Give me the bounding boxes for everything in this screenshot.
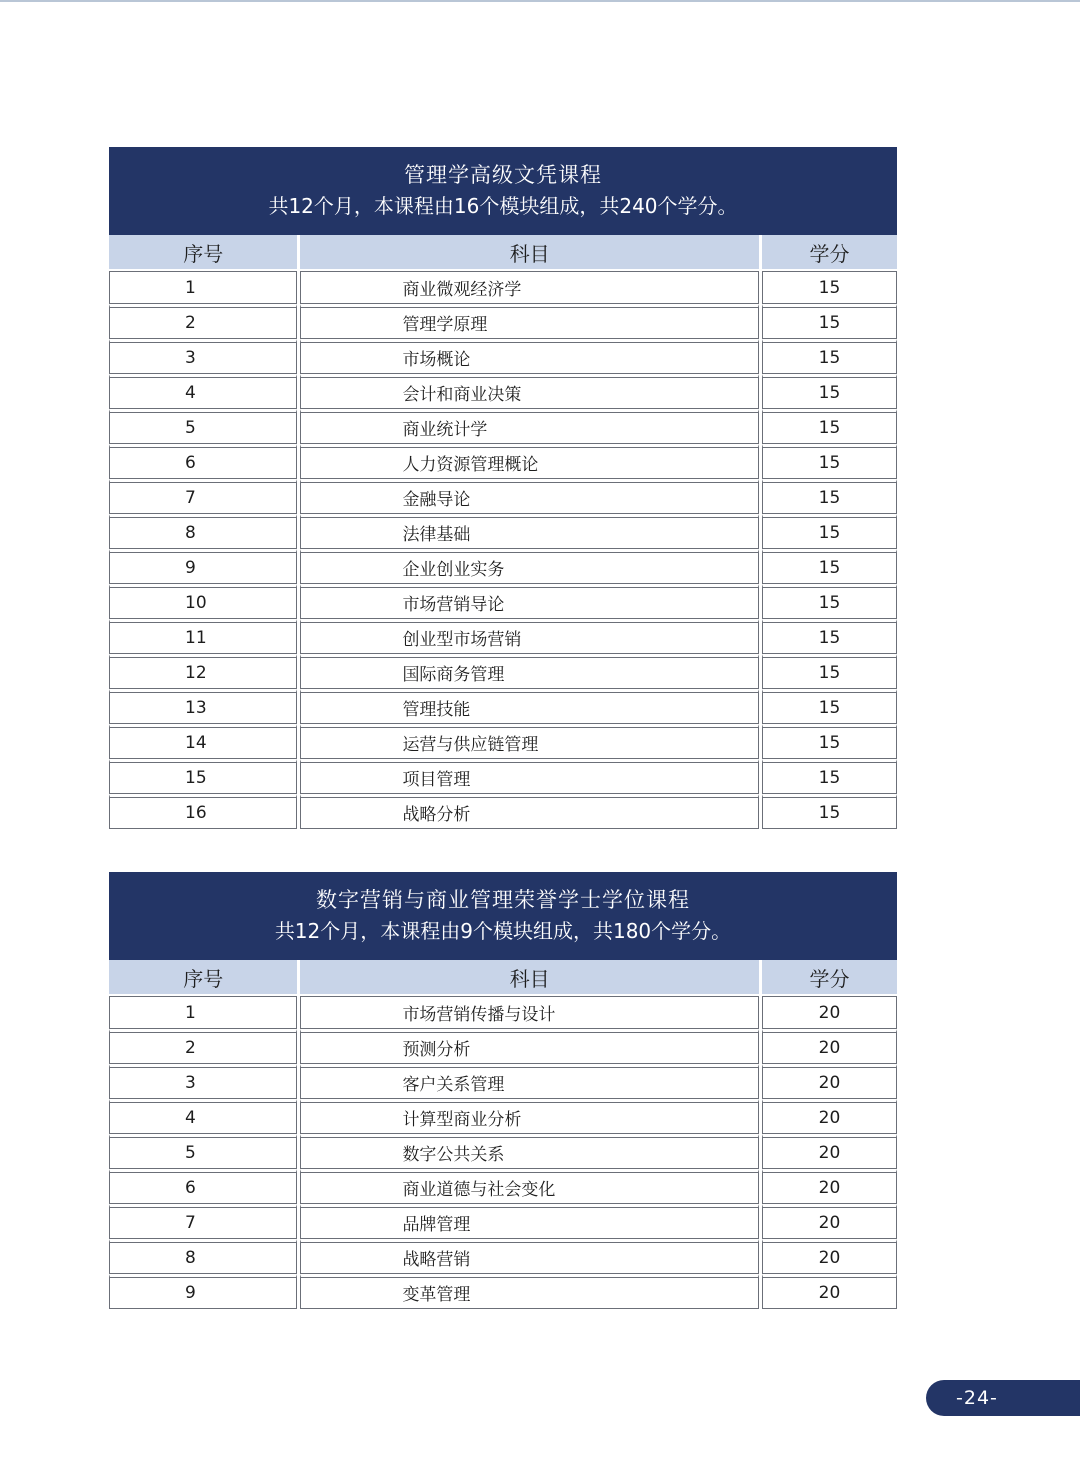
- row-number: 6: [109, 1169, 297, 1204]
- row-credit: 15: [762, 689, 897, 724]
- row-subject: 品牌管理: [300, 1204, 759, 1239]
- row-subject: 项目管理: [300, 759, 759, 794]
- row-subject: 数字公共关系: [300, 1134, 759, 1169]
- table-row: [109, 1064, 897, 1099]
- table-row: [109, 549, 897, 584]
- row-credit: 15: [762, 339, 897, 374]
- row-credit: 15: [762, 444, 897, 479]
- row-subject: 市场营销导论: [300, 584, 759, 619]
- row-subject: 客户关系管理: [300, 1064, 759, 1099]
- top-rule: [0, 0, 1080, 2]
- row-subject: 法律基础: [300, 514, 759, 549]
- course-title: 管理学高级文凭课程: [404, 163, 602, 187]
- row-credit: 15: [762, 409, 897, 444]
- row-subject: 预测分析: [300, 1029, 759, 1064]
- row-credit: 20: [762, 1169, 897, 1204]
- table-row: [109, 444, 897, 479]
- row-credit: 20: [762, 1064, 897, 1099]
- table-row: [109, 584, 897, 619]
- table-row: [109, 374, 897, 409]
- row-number: 7: [109, 1204, 297, 1239]
- column-header-no: 序号: [109, 960, 297, 996]
- row-number: 1: [109, 996, 297, 1029]
- table-header-row: [109, 960, 897, 996]
- column-header-no: 序号: [109, 235, 297, 271]
- row-subject: 金融导论: [300, 479, 759, 514]
- row-number: 11: [109, 619, 297, 654]
- table-row: [109, 409, 897, 444]
- row-subject: 会计和商业决策: [300, 374, 759, 409]
- row-credit: 20: [762, 1029, 897, 1064]
- row-number: 2: [109, 1029, 297, 1064]
- course-section-diploma: [109, 147, 897, 829]
- row-credit: 15: [762, 584, 897, 619]
- row-number: 3: [109, 339, 297, 374]
- course-section-bachelor: [109, 872, 897, 1309]
- course-title: 数字营销与商业管理荣誉学士学位课程: [316, 888, 690, 912]
- row-number: 5: [109, 1134, 297, 1169]
- table-body: [109, 996, 897, 1309]
- row-number: 3: [109, 1064, 297, 1099]
- table-row: [109, 724, 897, 759]
- row-subject: 运营与供应链管理: [300, 724, 759, 759]
- column-header-subject: 科目: [300, 235, 759, 271]
- column-header-credit: 学分: [762, 235, 897, 271]
- row-credit: 20: [762, 996, 897, 1029]
- table-row: [109, 1029, 897, 1064]
- row-subject: 计算型商业分析: [300, 1099, 759, 1134]
- course-table: [106, 235, 900, 829]
- row-credit: 15: [762, 549, 897, 584]
- table-row: [109, 271, 897, 304]
- row-number: 13: [109, 689, 297, 724]
- row-credit: 15: [762, 794, 897, 829]
- table-row: [109, 514, 897, 549]
- row-subject: 人力资源管理概论: [300, 444, 759, 479]
- row-credit: 15: [762, 479, 897, 514]
- row-number: 8: [109, 1239, 297, 1274]
- table-row: [109, 996, 897, 1029]
- course-header: [109, 872, 897, 960]
- row-credit: 15: [762, 724, 897, 759]
- table-row: [109, 1099, 897, 1134]
- table-row: [109, 339, 897, 374]
- row-subject: 战略分析: [300, 794, 759, 829]
- table-row: [109, 1169, 897, 1204]
- row-number: 16: [109, 794, 297, 829]
- row-subject: 战略营销: [300, 1239, 759, 1274]
- table-row: [109, 794, 897, 829]
- row-number: 9: [109, 549, 297, 584]
- page-number: -24-: [926, 1380, 1080, 1416]
- row-credit: 15: [762, 304, 897, 339]
- row-credit: 15: [762, 619, 897, 654]
- table-row: [109, 1204, 897, 1239]
- row-subject: 创业型市场营销: [300, 619, 759, 654]
- column-header-subject: 科目: [300, 960, 759, 996]
- row-credit: 15: [762, 271, 897, 304]
- row-credit: 20: [762, 1099, 897, 1134]
- table-row: [109, 1239, 897, 1274]
- table-row: [109, 689, 897, 724]
- table-body: [109, 271, 897, 829]
- row-subject: 国际商务管理: [300, 654, 759, 689]
- row-subject: 市场概论: [300, 339, 759, 374]
- row-subject: 管理技能: [300, 689, 759, 724]
- row-subject: 商业道德与社会变化: [300, 1169, 759, 1204]
- table-row: [109, 479, 897, 514]
- row-number: 5: [109, 409, 297, 444]
- row-number: 4: [109, 374, 297, 409]
- table-row: [109, 1134, 897, 1169]
- row-number: 10: [109, 584, 297, 619]
- row-subject: 市场营销传播与设计: [300, 996, 759, 1029]
- row-number: 14: [109, 724, 297, 759]
- row-credit: 20: [762, 1274, 897, 1309]
- table-row: [109, 1274, 897, 1309]
- row-subject: 管理学原理: [300, 304, 759, 339]
- column-header-credit: 学分: [762, 960, 897, 996]
- row-number: 8: [109, 514, 297, 549]
- table-row: [109, 619, 897, 654]
- row-credit: 20: [762, 1239, 897, 1274]
- course-summary: 共12个月，本课程由16个模块组成，共240个学分。: [268, 194, 738, 218]
- row-number: 4: [109, 1099, 297, 1134]
- row-number: 12: [109, 654, 297, 689]
- row-credit: 15: [762, 514, 897, 549]
- row-credit: 15: [762, 374, 897, 409]
- row-subject: 商业统计学: [300, 409, 759, 444]
- row-subject: 商业微观经济学: [300, 271, 759, 304]
- row-number: 6: [109, 444, 297, 479]
- row-number: 9: [109, 1274, 297, 1309]
- table-row: [109, 654, 897, 689]
- row-number: 7: [109, 479, 297, 514]
- row-credit: 15: [762, 759, 897, 794]
- row-number: 15: [109, 759, 297, 794]
- row-credit: 20: [762, 1134, 897, 1169]
- course-header: [109, 147, 897, 235]
- row-number: 2: [109, 304, 297, 339]
- table-row: [109, 759, 897, 794]
- row-subject: 变革管理: [300, 1274, 759, 1309]
- row-subject: 企业创业实务: [300, 549, 759, 584]
- course-table: [106, 960, 900, 1309]
- row-credit: 20: [762, 1204, 897, 1239]
- course-summary: 共12个月，本课程由9个模块组成，共180个学分。: [274, 919, 732, 943]
- table-row: [109, 304, 897, 339]
- table-header-row: [109, 235, 897, 271]
- row-credit: 15: [762, 654, 897, 689]
- row-number: 1: [109, 271, 297, 304]
